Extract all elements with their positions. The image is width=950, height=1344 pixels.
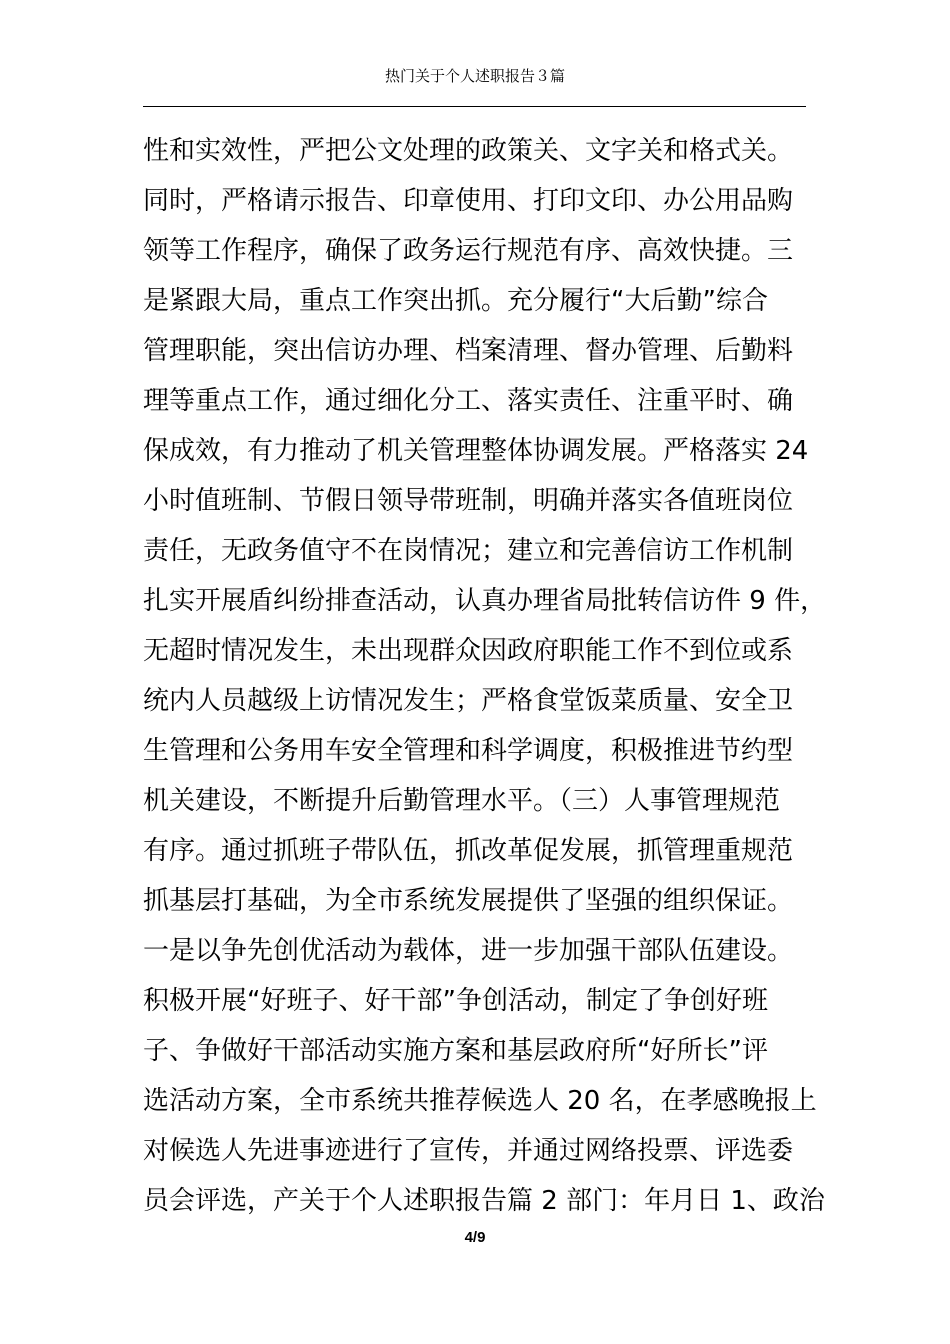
text-line: 选活动方案，全市系统共推荐候选人 20 名，在孝感晚报上 [143, 1086, 817, 1116]
text-line: 性和实效性，严把公文处理的政策关、文字关和格式关。 [143, 136, 794, 166]
text-line: 保成效，有力推动了机关管理整体协调发展。严格落实 24 [143, 436, 809, 466]
page-number: 4/9 [464, 1229, 486, 1246]
text-line: 小时值班制、节假日领导带班制，明确并落实各值班岗位 [143, 486, 794, 516]
text-line: 扎实开展盾纠纷排查活动，认真办理省局批转信访件 9 件， [143, 586, 827, 616]
text-line: 机关建设，不断提升后勤管理水平。（三）人事管理规范 [143, 786, 781, 816]
text-line: 无超时情况发生，未出现群众因政府职能工作不到位或系 [143, 636, 794, 666]
text-line: 抓基层打基础，为全市系统发展提供了坚强的组织保证。 [143, 886, 794, 916]
header-divider [143, 106, 806, 107]
text-line: 领等工作程序，确保了政务运行规范有序、高效快捷。三 [143, 236, 794, 266]
text-line: 员会评选，产关于个人述职报告篇 2 部门：年月日 1、政治 [143, 1186, 825, 1216]
text-line: 同时，严格请示报告、印章使用、打印文印、办公用品购 [143, 186, 794, 216]
text-line: 子、争做好干部活动实施方案和基层政府所“好所长”评 [143, 1036, 768, 1066]
document-body [143, 126, 827, 1226]
text-line: 生管理和公务用车安全管理和科学调度，积极推进节约型 [143, 736, 794, 766]
text-line: 对候选人先进事迹进行了宣传，并通过网络投票、评选委 [143, 1136, 794, 1166]
text-line: 是紧跟大局，重点工作突出抓。充分履行“大后勤”综合 [143, 286, 768, 316]
text-line: 一是以争先创优活动为载体，进一步加强干部队伍建设。 [143, 936, 794, 966]
text-line: 统内人员越级上访情况发生；严格食堂饭菜质量、安全卫 [143, 686, 794, 716]
text-line: 积极开展“好班子、好干部”争创活动，制定了争创好班 [143, 986, 768, 1016]
text-line: 管理职能，突出信访办理、档案清理、督办管理、后勤料 [143, 336, 794, 366]
text-line: 理等重点工作，通过细化分工、落实责任、注重平时、确 [143, 386, 794, 416]
page-header-title: 热门关于个人述职报告３篇 [384, 67, 565, 85]
text-line: 有序。通过抓班子带队伍，抓改革促发展，抓管理重规范 [143, 836, 794, 866]
text-line: 责任，无政务值守不在岗情况；建立和完善信访工作机制 [143, 536, 794, 566]
